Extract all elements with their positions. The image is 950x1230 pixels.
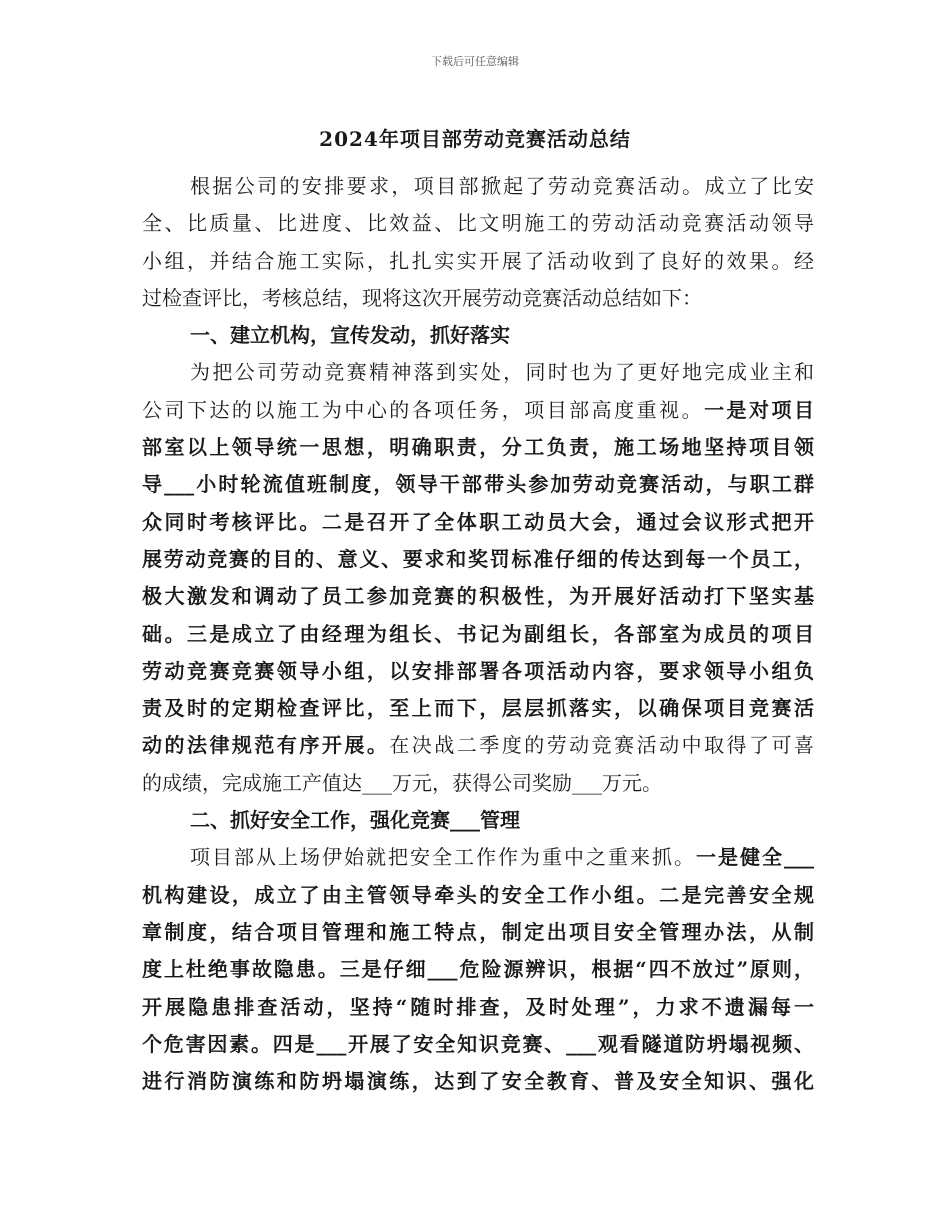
text-segment: 一是对项目 bbox=[704, 397, 815, 422]
text-segment: 众同时考核评比。二是召开了全体职工动员大会，通过会议形式把开 bbox=[142, 509, 814, 534]
text-line bbox=[142, 839, 814, 876]
text-line bbox=[142, 877, 814, 914]
text-segment: 章制度，结合项目管理和施工特点，制定出项目安全管理办法，从制 bbox=[142, 919, 814, 944]
text-segment: 公司下达的以施工为中心的各项任务，项目部高度重视。 bbox=[142, 397, 705, 422]
text-segment: 机构建设，成立了由主管领导牵头的安全工作小组。二是完善安全规 bbox=[142, 882, 814, 907]
text-line bbox=[142, 727, 814, 764]
text-segment: 个危害因素。四是___开展了安全知识竞赛、___观看隧道防坍塌视频、 bbox=[142, 1031, 814, 1056]
text-line bbox=[142, 578, 814, 615]
text-segment: 的成绩，完成施工产值达___万元，获得公司奖励___万元。 bbox=[142, 770, 662, 795]
text-line bbox=[142, 205, 814, 242]
text-line bbox=[142, 392, 814, 429]
text-line bbox=[142, 243, 814, 280]
page-header: 下载后可任意编辑 bbox=[431, 55, 519, 68]
text-segment: 动的法律规范有序开展。 bbox=[142, 733, 390, 758]
text-line bbox=[142, 616, 814, 653]
text-segment: 一是健全___ bbox=[696, 845, 814, 870]
text-segment: 根据公司的安排要求，项目部掀起了劳动竞赛活动。成立了比安 bbox=[190, 174, 814, 198]
text-line bbox=[142, 168, 814, 205]
text-segment: 过检查评比，考核总结，现将这次开展劳动竞赛活动总结如下： bbox=[142, 285, 702, 310]
text-line bbox=[142, 504, 814, 541]
text-segment: 项目部从上场伊始就把安全工作作为重中之重来抓。 bbox=[190, 845, 696, 870]
text-line bbox=[142, 317, 814, 354]
text-segment: 展劳动竞赛的目的、意义、要求和奖罚标准仔细的传达到每一个员工， bbox=[142, 546, 814, 571]
text-segment: 极大激发和调动了员工参加竞赛的积极性，为开展好活动打下坚实基 bbox=[142, 584, 814, 609]
text-segment: 责及时的定期检查评比，至上而下，层层抓落实，以确保项目竞赛活 bbox=[142, 696, 814, 721]
document-body bbox=[142, 168, 814, 1100]
text-line bbox=[142, 914, 814, 951]
text-segment: 为把公司劳动竞赛精神落到实处，同时也为了更好地完成业主和 bbox=[190, 360, 814, 385]
document-title: 2024年项目部劳动竞赛活动总结 bbox=[319, 127, 631, 151]
text-line bbox=[142, 690, 814, 727]
text-segment: 部室以上领导统一思想，明确职责，分工负责，施工场地坚持项目领 bbox=[142, 435, 814, 460]
text-segment: 劳动竞赛竞赛领导小组，以安排部署各项活动内容，要求领导小组负 bbox=[142, 658, 814, 683]
text-segment: 在决战二季度的劳动竞赛活动中取得了可喜 bbox=[389, 733, 815, 758]
text-line bbox=[142, 765, 814, 802]
text-line bbox=[142, 653, 814, 690]
text-segment: 进行消防演练和防坍塌演练，达到了安全教育、普及安全知识、强化 bbox=[142, 1069, 814, 1094]
text-segment: 二、抓好安全工作，强化竞赛___管理 bbox=[190, 808, 520, 833]
text-line bbox=[142, 1063, 814, 1100]
text-line bbox=[142, 466, 814, 503]
text-line bbox=[142, 951, 814, 988]
text-segment: 导___小时轮流值班制度，领导干部带头参加劳动竞赛活动，与职工群 bbox=[142, 472, 814, 497]
text-segment: 度上杜绝事故隐患。三是仔细___危险源辨识，根据“四不放过”原则， bbox=[142, 957, 814, 982]
text-line bbox=[142, 802, 814, 839]
text-line bbox=[142, 989, 814, 1026]
text-segment: 开展隐患排查活动，坚持“随时排查，及时处理”，力求不遗漏每一 bbox=[142, 994, 814, 1019]
text-segment: 一、建立机构，宣传发动，抓好落实 bbox=[190, 323, 510, 348]
text-segment: 全、比质量、比进度、比效益、比文明施工的劳动活动竞赛活动领导 bbox=[142, 211, 814, 236]
text-line bbox=[142, 429, 814, 466]
text-line bbox=[142, 354, 814, 391]
text-line bbox=[142, 541, 814, 578]
text-segment: 小组，并结合施工实际，扎扎实实开展了活动收到了良好的效果。经 bbox=[142, 248, 814, 273]
text-line bbox=[142, 280, 814, 317]
text-line bbox=[142, 1026, 814, 1063]
text-segment: 础。三是成立了由经理为组长、书记为副组长，各部室为成员的项目 bbox=[142, 621, 814, 646]
